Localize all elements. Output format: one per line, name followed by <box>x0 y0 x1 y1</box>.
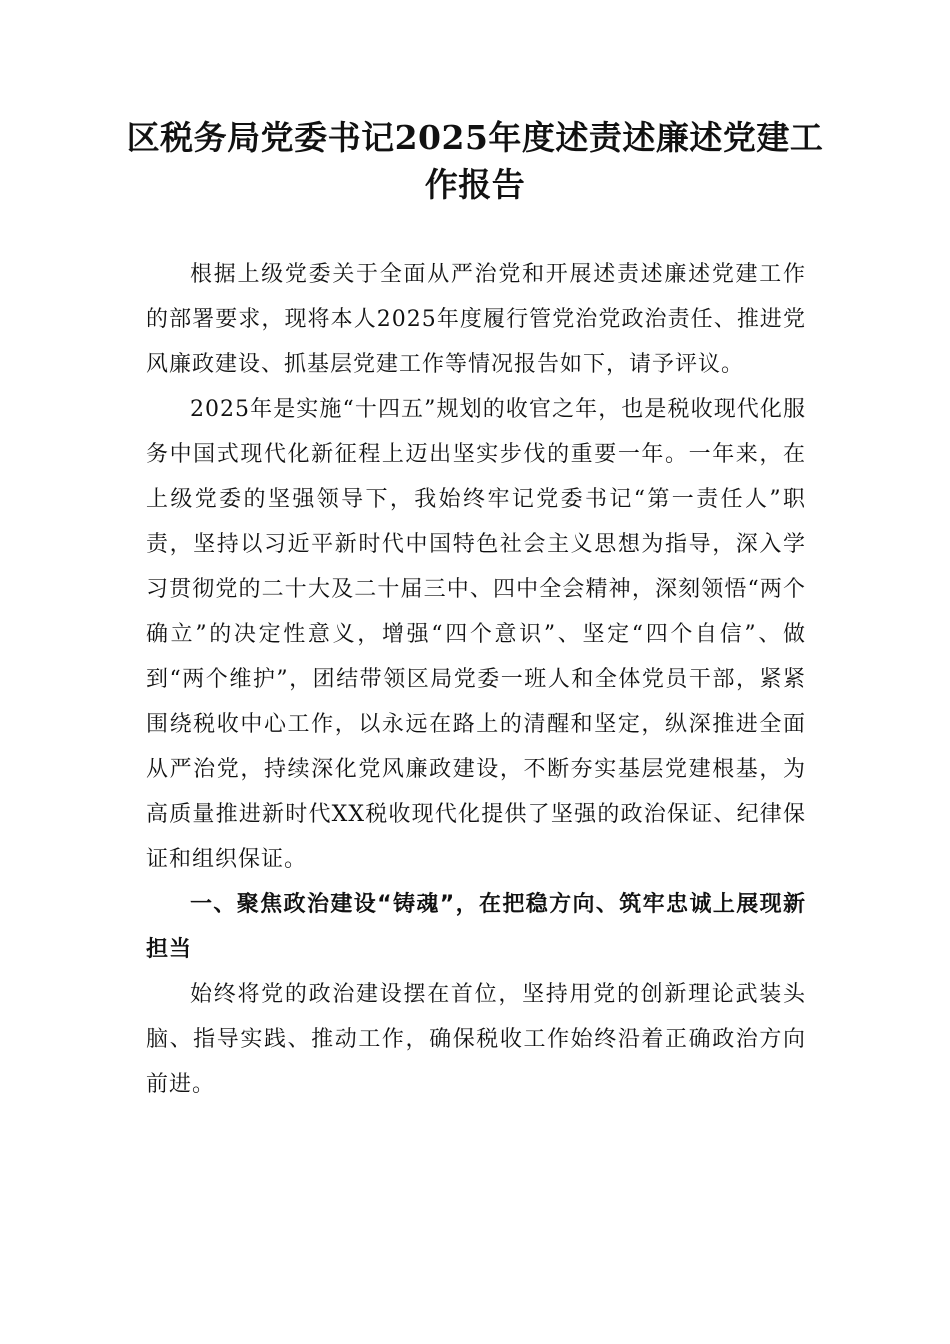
section-1-heading: 一、聚焦政治建设“铸魂”，在把稳方向、筑牢忠诚上展现新担当 <box>146 892 806 962</box>
overview-paragraph: 2025年是实施“十四五”规划的收官之年，也是税收现代化服务中国式现代化新征程上迈出坚实步伐的重要一年。一年来，在上级党委的坚强领导下，我始终牢记党委书记“第一责任人”职责，坚持以习近平新时代中国特色社会主义思想为指导，深入学习贯彻党的二十大及二十届三中、四中全会精神，深刻领悟“两个确立”的决定性意义，增强“四个意识”、坚定“四个自信”、做到“两个维护”，团结带领区局党委一班人和全体党员干部，紧紧围绕税收中心工作，以永远在路上的清醒和坚定，纵深推进全面从严治党，持续深化党风廉政建设，不断夯实基层党建根基，为高质量推进新时代XX税收现代化提供了坚强的政治保证、纪律保证和组织保证。 <box>146 397 806 872</box>
document-body <box>146 252 806 1107</box>
document-title: 区税务局党委书记2025年度述责述廉述党建工作报告 <box>126 118 824 204</box>
section-1-paragraph: 始终将党的政治建设摆在首位，坚持用党的创新理论武装头脑、指导实践、推动工作，确保税收工作始终沿着正确政治方向前进。 <box>146 982 806 1097</box>
intro-paragraph: 根据上级党委关于全面从严治党和开展述责述廉述党建工作的部署要求，现将本人2025年度履行管党治党政治责任、推进党风廉政建设、抓基层党建工作等情况报告如下，请予评议。 <box>146 262 806 377</box>
